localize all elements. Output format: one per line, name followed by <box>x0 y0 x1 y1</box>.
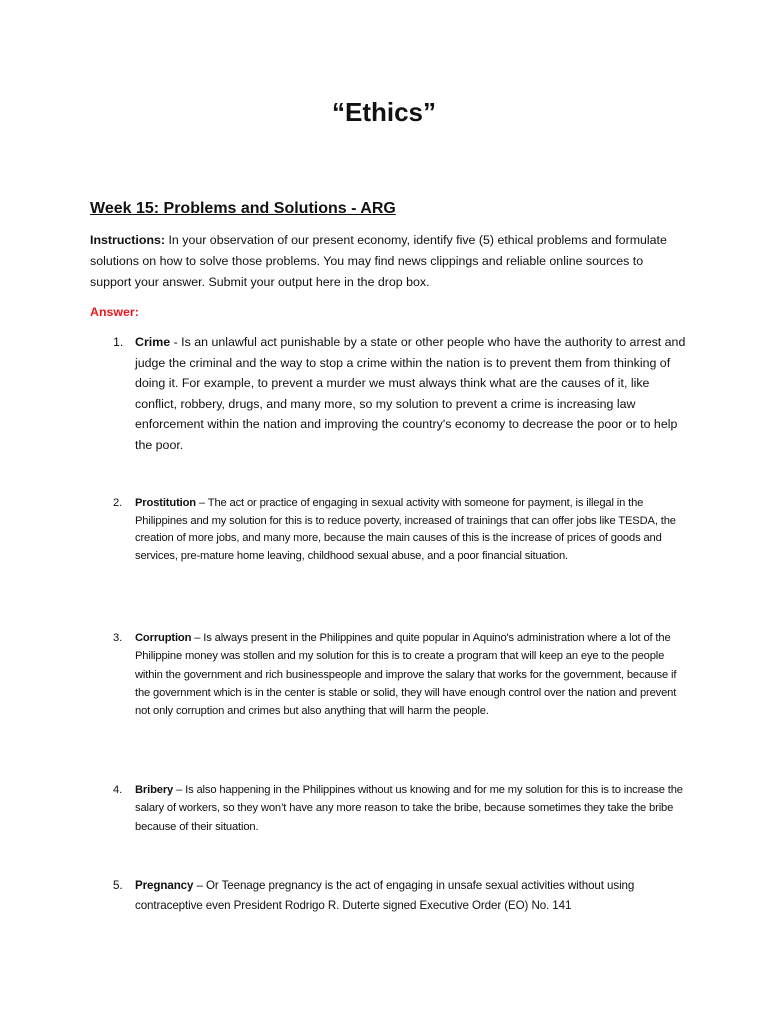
week-heading: Week 15: Problems and Solutions - ARG <box>90 200 396 217</box>
instructions-label: Instructions: <box>90 233 166 247</box>
document-title: “Ethics” <box>331 97 437 127</box>
list-item-term: Prostitution <box>135 497 196 509</box>
answer-label: Answer: <box>90 305 139 319</box>
list-item-body <box>135 629 691 720</box>
list-item-body <box>135 781 691 836</box>
list-item-term: Corruption <box>135 632 192 644</box>
instructions-text: In your observation of our present economy, identify five (5) ethical problems and formulate solutions on how to solve those problems. You may find news clippings and reliable online sources to support your answer. Submit your output here in the drop box. <box>90 233 667 289</box>
list-item-text: – Is always present in the Philippines and quite popular in Aquino's administration where a lot of the Philippine money was stollen and my solution for this is to create a program that will keep an eye to the people within the government and rich businesspeople and improve the salary that works for the government, because if the government which is in the center is stable or solid, they will have enough control over the nation and prevent not only corruption and crimes but also anything that will harm the people. <box>135 632 677 718</box>
list-item-number: 2. <box>113 497 123 509</box>
list-item-text: – Is also happening in the Philippines without us knowing and for me my solution for this is to increase the salary of workers, so they won’t have any more reason to take the bribe, because sometimes they take the bribe because of their situation. <box>135 784 683 833</box>
list-item-term: Pregnancy <box>135 879 194 892</box>
list-item-number: 5. <box>113 879 123 892</box>
list-item-body <box>135 495 691 565</box>
list-item-number: 1. <box>113 335 124 349</box>
list-item-term: Crime <box>135 335 171 349</box>
instructions-paragraph <box>90 230 686 293</box>
list-item-text: – Or Teenage pregnancy is the act of engaging in unsafe sexual activities without using contraceptive even President Rodrigo R. Duterte signed Executive Order (EO) No. 141 <box>135 879 635 912</box>
list-item-term: Bribery <box>135 784 174 796</box>
list-item-text: - Is an unlawful act punishable by a state or other people who have the authority to arrest and judge the criminal and the way to stop a crime within the nation is to prevent them from thinking of doing it. For example, to prevent a murder we must always think what are the causes of it, like conflict, robbery, drugs, and many more, so my solution to prevent a crime is increasing law enforcement within the nation and improving the country's economy to decrease the poor or to help the poor. <box>135 335 686 452</box>
list-item-body <box>135 332 689 455</box>
list-item-number: 3. <box>113 632 123 644</box>
list-item-body <box>135 876 691 916</box>
list-item-number: 4. <box>113 784 123 796</box>
list-item-text: – The act or practice of engaging in sexual activity with someone for payment, is illegal in the Philippines and my solution for this is to reduce poverty, increased of trainings that can offer jobs like TESDA, the creation of more jobs, and many more, because the main causes of this is the increase of prices of goods and services, pre-mature home leaving, childhood sexual abuse, and a poor financial situation. <box>135 497 676 562</box>
